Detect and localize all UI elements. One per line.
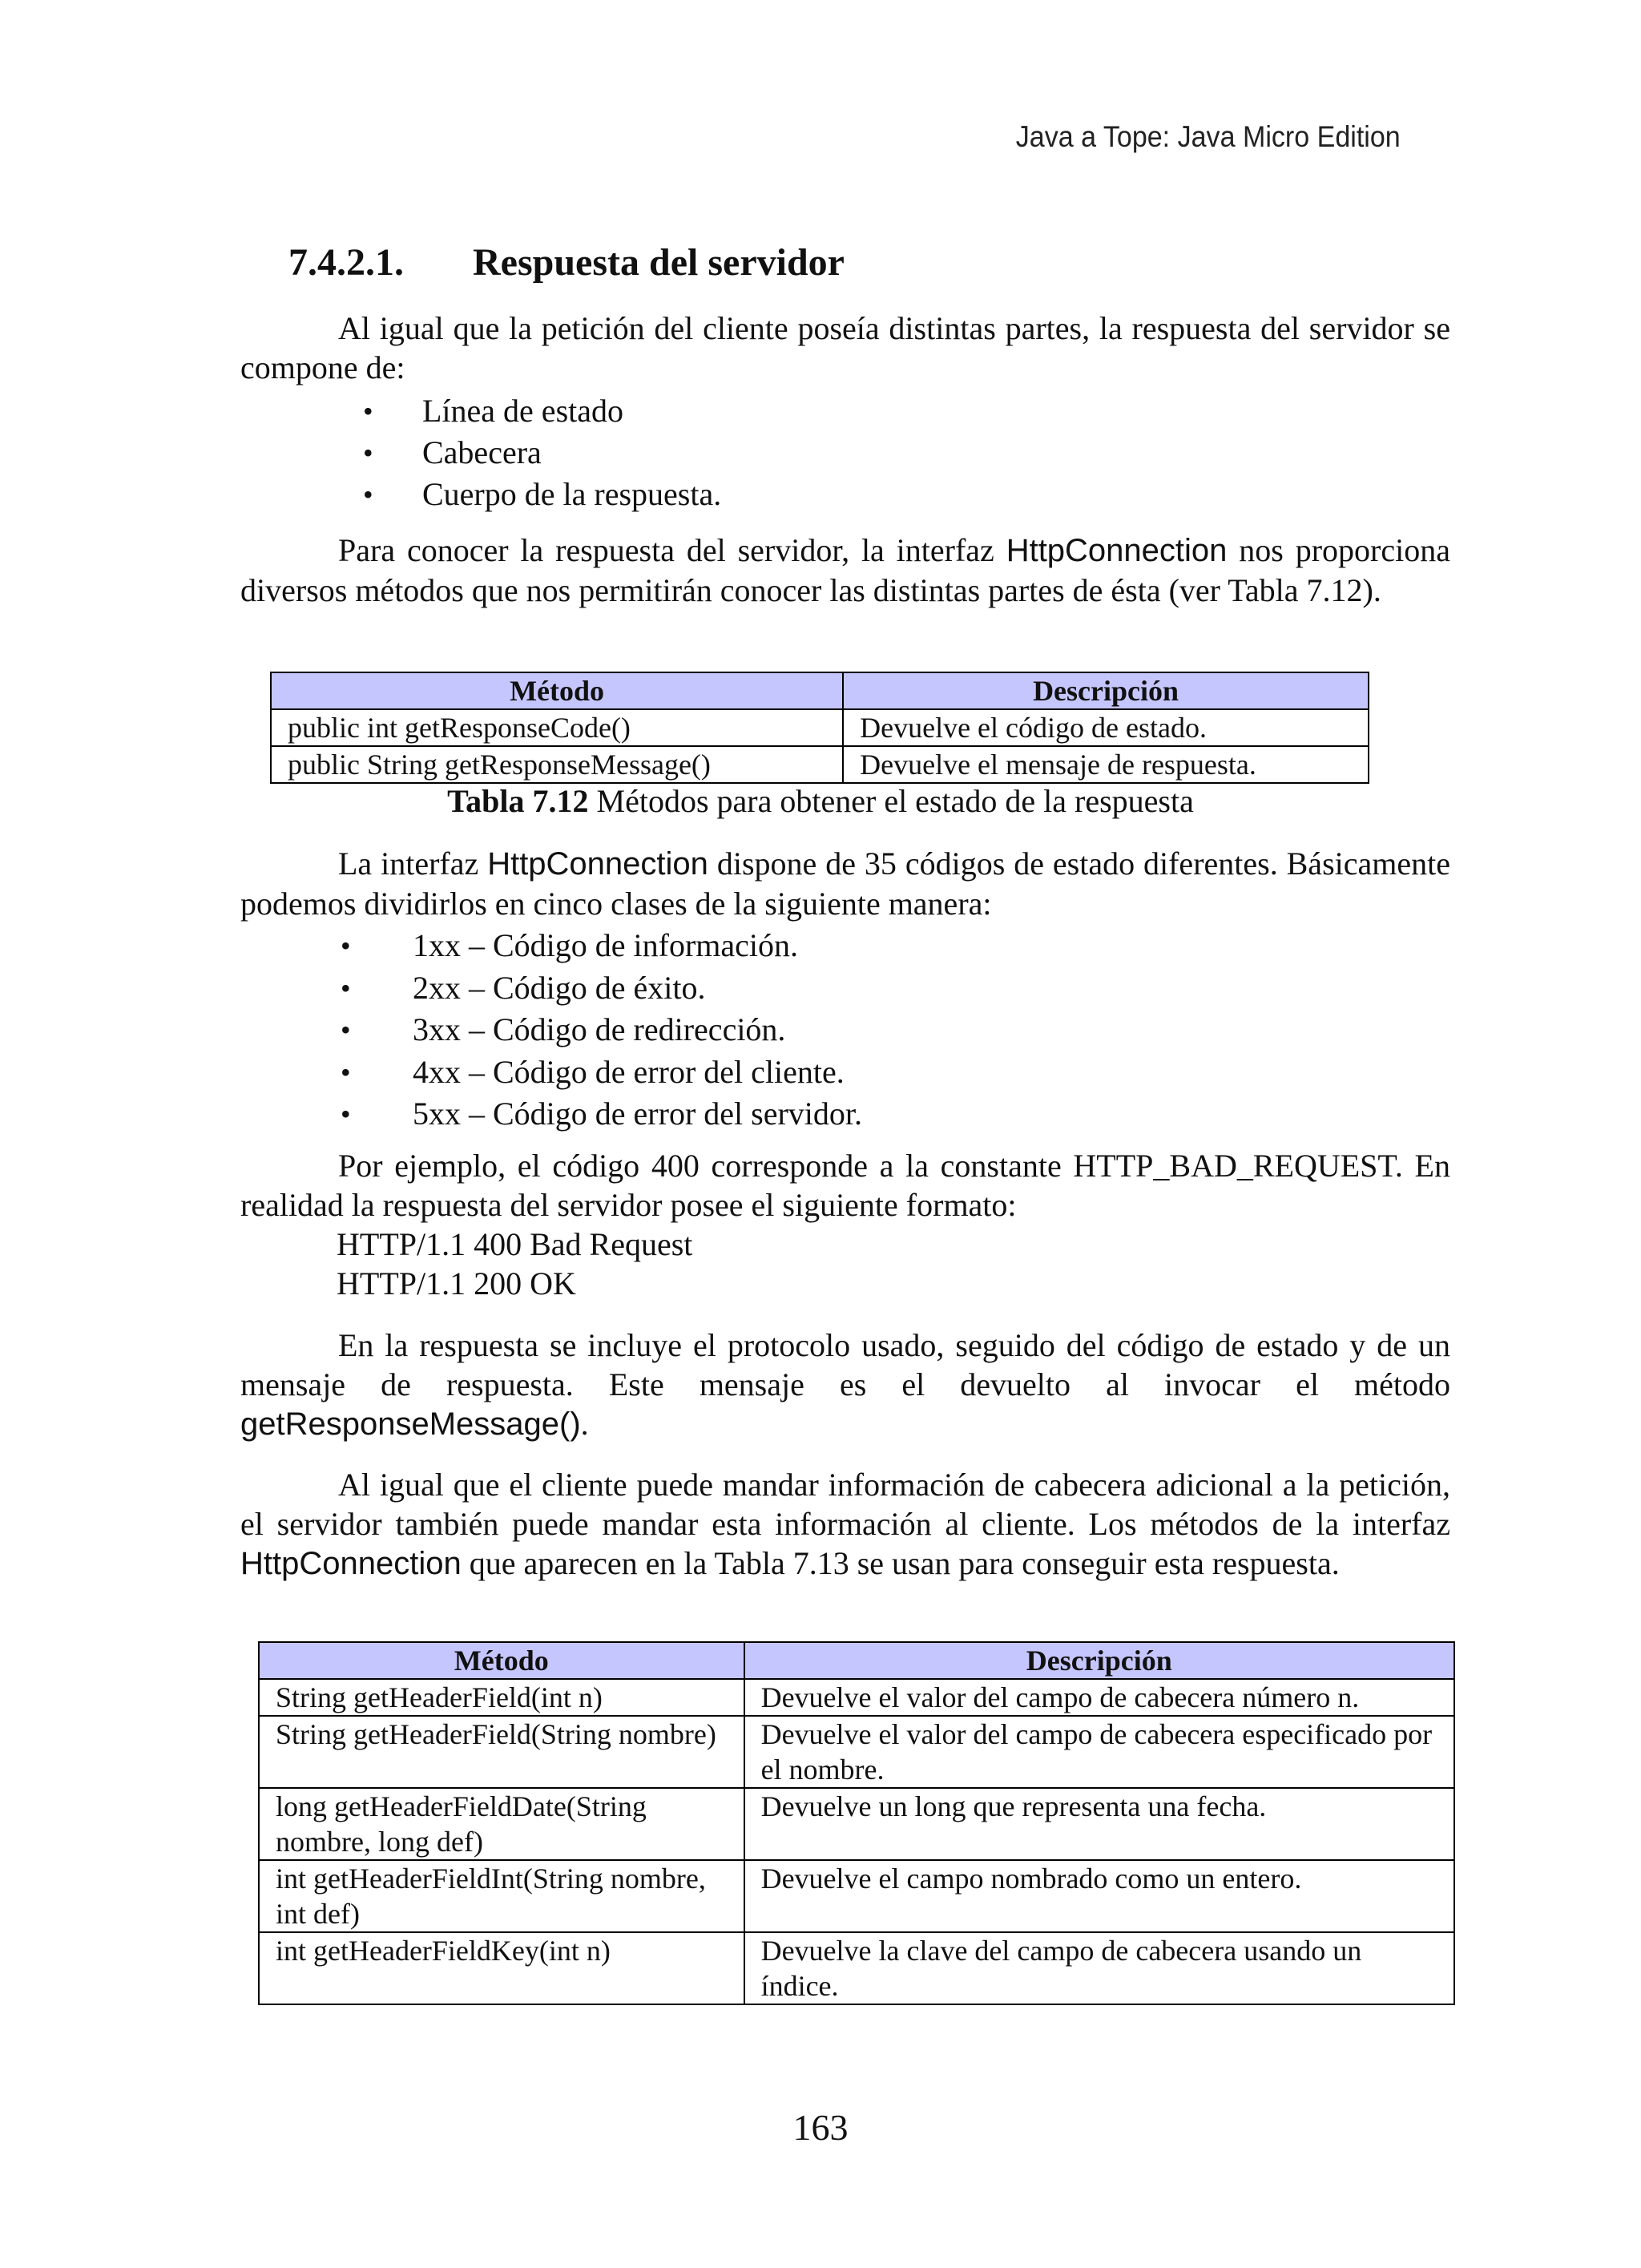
response-block — [240, 1326, 1450, 1444]
table-header-row — [259, 1642, 1454, 1679]
bullet-icon: • — [363, 437, 373, 469]
table-cell: int getHeaderFieldInt(String nombre, int def) — [259, 1860, 744, 1932]
column-header-method: Método — [259, 1642, 744, 1679]
example-paragraph: Por ejemplo, el código 400 corresponde a la constante HTTP_BAD_REQUEST. En realidad la respuesta del servidor posee el siguiente formato: — [240, 1148, 1450, 1223]
intro-block — [240, 309, 1450, 515]
headers-block — [240, 1465, 1450, 1584]
table-cell: Devuelve el mensaje de respuesta. — [843, 746, 1369, 783]
column-header-description: Descripción — [843, 672, 1369, 709]
section-title: Respuesta del servidor — [473, 241, 845, 284]
table-cell: int getHeaderFieldKey(int n) — [259, 1932, 744, 2004]
bullet-icon: • — [341, 930, 351, 962]
status-methods-table — [270, 672, 1369, 784]
section-number: 7.4.2.1. — [288, 241, 404, 284]
response-parts-list — [365, 390, 1450, 515]
status-codes-paragraph: La interfaz HttpConnection dispone de 35 códigos de estado diferentes. Básicamente podemos dividirlos en cinco clases de la siguiente manera: — [240, 845, 1450, 922]
column-header-method: Método — [271, 672, 843, 709]
list-item: • Cabecera — [365, 432, 1450, 474]
column-header-description: Descripción — [744, 1642, 1454, 1679]
table-row — [271, 746, 1369, 783]
methods-paragraph-block — [240, 531, 1450, 610]
table-row — [259, 1788, 1454, 1860]
code-httpconnection: HttpConnection — [487, 846, 708, 882]
list-item: • Cuerpo de la respuesta. — [365, 474, 1450, 515]
table-header-row — [271, 672, 1369, 709]
table-cell: String getHeaderField(int n) — [259, 1679, 744, 1716]
page-number: 163 — [792, 2107, 849, 2148]
headers-paragraph: Al igual que el cliente puede mandar información de cabecera adicional a la petición, el servidor también puede mandar esta información al cliente. Los métodos de la interfaz HttpConnection que aparecen en la Tabla 7.13 se usan para conseguir esta respuesta. — [240, 1467, 1450, 1581]
table-cell: public int getResponseCode() — [271, 709, 843, 746]
example-block — [240, 1146, 1450, 1303]
status-codes-block — [240, 844, 1450, 1136]
table-cell: long getHeaderFieldDate(String nombre, long def) — [259, 1788, 744, 1860]
bullet-icon: • — [363, 478, 373, 511]
bullet-icon: • — [341, 971, 351, 1004]
methods-paragraph: Para conocer la respuesta del servidor, la interfaz HttpConnection nos proporciona diversos métodos que nos permitirán conocer las distintas partes de ésta (ver Tabla 7.12). — [240, 532, 1450, 608]
table-row — [259, 1716, 1454, 1788]
bullet-icon: • — [341, 1055, 351, 1088]
section-heading — [288, 240, 845, 285]
table-row — [259, 1932, 1454, 2004]
table-cell: Devuelve la clave del campo de cabecera usando un índice. — [744, 1932, 1454, 2004]
code-httpconnection: HttpConnection — [240, 1546, 462, 1581]
list-item: • 5xx – Código de error del servidor. — [341, 1093, 1450, 1136]
intro-paragraph: Al igual que la petición del cliente poseía distintas partes, la respuesta del servidor se compone de: — [240, 310, 1450, 385]
table-row — [259, 1679, 1454, 1716]
list-item: • 4xx – Código de error del cliente. — [341, 1051, 1450, 1094]
code-getresponsemessage: getResponseMessage() — [240, 1406, 581, 1442]
table-caption-7-12: Tabla 7.12 Métodos para obtener el estado de la respuesta — [447, 783, 1194, 819]
table-cell: Devuelve el código de estado. — [843, 709, 1369, 746]
bullet-icon: • — [341, 1014, 351, 1046]
table-cell: Devuelve el valor del campo de cabecera especificado por el nombre. — [744, 1716, 1454, 1788]
table-cell: Devuelve el valor del campo de cabecera número n. — [744, 1679, 1454, 1716]
list-item: • 3xx – Código de redirección. — [341, 1009, 1450, 1051]
response-paragraph: En la respuesta se incluye el protocolo usado, seguido del código de estado y de un mensaje de respuesta. Este mensaje es el devuelto al invocar el método getResponseMessage(). — [240, 1327, 1450, 1442]
list-item: • 2xx – Código de éxito. — [341, 967, 1450, 1010]
example-line-2: HTTP/1.1 200 OK — [337, 1265, 576, 1301]
running-header: Java a Tope: Java Micro Edition — [1016, 120, 1401, 153]
table-cell: Devuelve el campo nombrado como un entero. — [744, 1860, 1454, 1932]
table-row — [259, 1860, 1454, 1932]
header-methods-table — [258, 1641, 1455, 2005]
example-line-1: HTTP/1.1 400 Bad Request — [337, 1226, 693, 1262]
status-classes-list — [341, 925, 1450, 1136]
bullet-icon: • — [363, 395, 373, 427]
bullet-icon: • — [341, 1098, 351, 1130]
code-httpconnection: HttpConnection — [1006, 533, 1228, 568]
table-cell: Devuelve un long que representa una fecha. — [744, 1788, 1454, 1860]
table-cell: String getHeaderField(String nombre) — [259, 1716, 744, 1788]
table-row — [271, 709, 1369, 746]
list-item: • Línea de estado — [365, 390, 1450, 432]
table-cell: public String getResponseMessage() — [271, 746, 843, 783]
list-item: • 1xx – Código de información. — [341, 925, 1450, 967]
